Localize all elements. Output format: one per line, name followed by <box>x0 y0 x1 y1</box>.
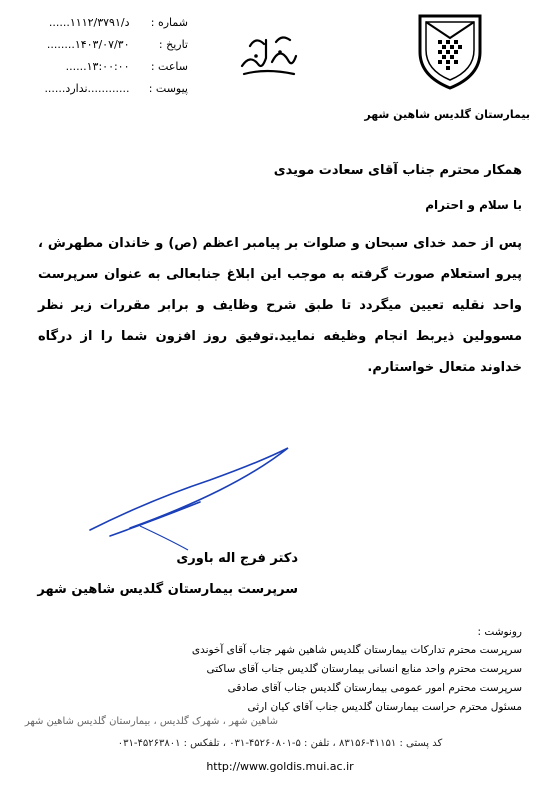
cc-line: سرپرست محترم واحد منابع انسانی بیمارستان گلدیس جناب آقای ساکتی <box>206 663 522 675</box>
hospital-logo <box>416 12 484 90</box>
number-row <box>38 16 188 38</box>
time-row <box>38 60 188 82</box>
letter-meta <box>38 16 188 104</box>
letter-body: پس از حمد خدای سبحان و صلوات بر پیامبر اعظم (ص) و خاندان مطهرش ، پیرو استعلام صورت گرفته به موجب این ابلاغ جنابعالی به عنوان سرپرست واحد نقلیه تعیین میگردد تا طبق شرح وظایف و برابر مقررات زیر نظر مسوولین ذیربط انجام وظیفه نمایید.توفیق روز افزون شما را از درگاه خداوند متعال خواستارم. <box>38 236 522 375</box>
bismillah-calligraphy <box>236 26 300 78</box>
recipient: همکار محترم جناب آقای سعادت مویدی <box>273 163 522 178</box>
time-label: ساعت : <box>150 60 188 73</box>
date-row <box>38 38 188 60</box>
date-label: تاریخ : <box>158 38 188 51</box>
number-value: ......۱۱۱۲/۳۷۹۱/د <box>48 16 130 29</box>
number-label: شماره : <box>150 16 188 29</box>
footer-address: شاهین شهر ، شهرک گلدیس ، بیمارستان گلدیس شاهین شهر <box>24 716 278 727</box>
time-value: ......۱۳:۰۰:۰۰ <box>65 60 130 73</box>
cc-label: رونوشت : <box>477 626 522 638</box>
signer-name: دکتر فرج اله باوری <box>176 551 298 566</box>
footer-contact: کد پستی : ۴۱۱۵۱-۸۳۱۵۶ ، تلفن : ۵-۴۵۲۶۰۸۰۱-۰۳۱ ، تلفکس : ۴۵۲۶۳۸۰۱-۰۳۱ <box>117 738 443 749</box>
attachment-label: پیوست : <box>148 82 188 95</box>
cc-line: سرپرست محترم تدارکات بیمارستان گلدیس شاهین شهر جناب آقای آخوندی <box>191 644 522 656</box>
attachment-value: ......ندارد............ <box>44 82 130 95</box>
website-link[interactable]: http://www.goldis.mui.ac.ir <box>206 760 354 773</box>
greeting: با سلام و احترام <box>425 198 522 212</box>
cc-line: سرپرست محترم امور عمومی بیمارستان گلدیس جناب آقای صادقی <box>227 682 522 694</box>
date-value: ........۱۴۰۳/۰۷/۳۰ <box>46 38 130 51</box>
attachment-row <box>38 82 188 104</box>
cc-list <box>142 641 522 717</box>
cc-line: مسئول محترم حراست بیمارستان گلدیس جناب آقای کیان ارثی <box>247 701 522 713</box>
signature <box>70 440 310 560</box>
signer-title: سرپرست بیمارستان گلدیس شاهین شهر <box>37 582 298 597</box>
hospital-name: بیمارستان گلدیس شاهین شهر <box>364 108 530 121</box>
